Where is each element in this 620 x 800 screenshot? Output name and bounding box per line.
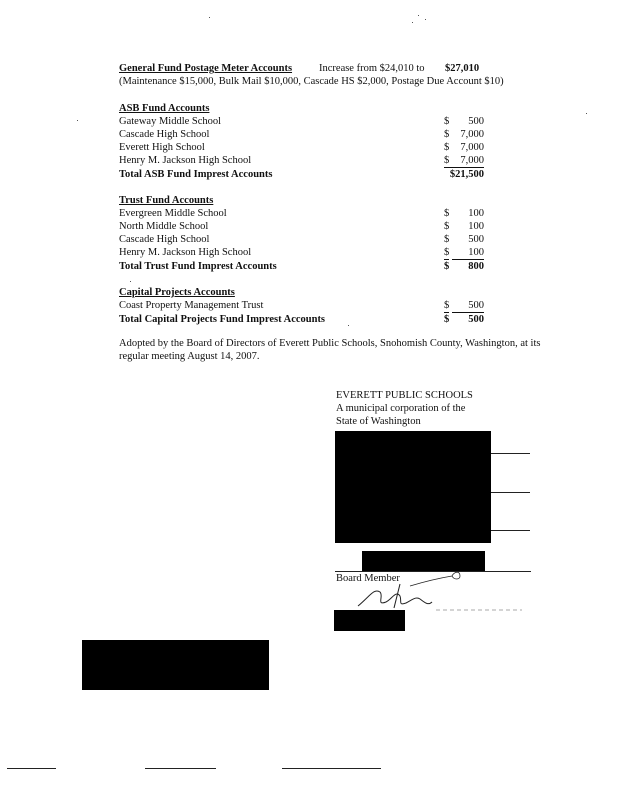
account-amount: 7,000 <box>460 142 484 153</box>
currency-sign: $ <box>444 142 450 153</box>
currency-sign: $ <box>444 208 450 219</box>
currency-sign: $ <box>444 314 450 325</box>
table-row <box>119 246 484 259</box>
table-row <box>119 128 484 141</box>
account-amount: 100 <box>468 208 484 219</box>
total-row <box>119 168 484 181</box>
footer-line <box>7 768 56 769</box>
account-name: Henry M. Jackson High School <box>119 155 252 166</box>
account-name: Everett High School <box>119 142 205 153</box>
redaction-box <box>335 431 491 543</box>
account-name: Coast Property Management Trust <box>119 300 264 311</box>
scan-speck <box>77 120 78 121</box>
postage-detail: (Maintenance $15,000, Bulk Mail $10,000, Cascade HS $2,000, Postage Due Account $10) <box>119 76 504 87</box>
table-row <box>119 207 484 220</box>
signature-scribble <box>340 566 530 616</box>
trust-heading: Trust Fund Accounts <box>119 195 214 206</box>
account-name: Gateway Middle School <box>119 116 222 127</box>
account-name: Cascade High School <box>119 129 210 140</box>
account-name: North Middle School <box>119 221 209 232</box>
currency-sign: $ <box>444 116 450 127</box>
signature-line <box>491 530 530 531</box>
scan-speck <box>425 19 426 20</box>
account-name: Cascade High School <box>119 234 210 245</box>
org-name: EVERETT PUBLIC SCHOOLS <box>336 390 473 401</box>
postage-title: General Fund Postage Meter Accounts <box>119 63 293 74</box>
account-amount: 7,000 <box>446 154 484 168</box>
account-amount: 7,000 <box>460 129 484 140</box>
table-row <box>119 141 484 154</box>
footer-line <box>145 768 216 769</box>
account-amount: 100 <box>452 246 484 260</box>
capital-heading: Capital Projects Accounts <box>119 287 235 298</box>
account-amount: 500 <box>468 234 484 245</box>
account-amount: 500 <box>452 299 484 313</box>
asb-heading: ASB Fund Accounts <box>119 103 210 114</box>
total-row <box>119 260 484 273</box>
total-amount: 800 <box>468 261 484 272</box>
currency-sign: $ <box>444 247 450 258</box>
total-label: Total Trust Fund Imprest Accounts <box>119 261 277 272</box>
account-amount: 500 <box>468 116 484 127</box>
scan-speck <box>586 113 587 114</box>
scan-speck <box>209 17 210 18</box>
total-label: Total Capital Projects Fund Imprest Accounts <box>119 314 326 325</box>
currency-sign: $ <box>444 129 450 140</box>
currency-sign: $ <box>444 234 450 245</box>
postage-increase-text: Increase from $24,010 to <box>319 63 425 74</box>
scan-speck <box>418 15 419 16</box>
table-row <box>119 220 484 233</box>
account-amount: 100 <box>468 221 484 232</box>
total-amount: $21,500 <box>449 169 484 180</box>
total-label: Total ASB Fund Imprest Accounts <box>119 169 273 180</box>
table-row <box>119 115 484 128</box>
postage-amount: $27,010 <box>445 63 480 74</box>
org-line-2: A municipal corporation of the <box>336 403 466 414</box>
account-name: Evergreen Middle School <box>119 208 227 219</box>
total-row <box>119 313 484 326</box>
signature-line <box>491 492 530 493</box>
redaction-box <box>82 640 269 690</box>
adoption-line-1: Adopted by the Board of Directors of Everett Public Schools, Snohomish County, Washington, at its <box>119 338 541 349</box>
account-name: Henry M. Jackson High School <box>119 247 252 258</box>
currency-sign: $ <box>444 221 450 232</box>
currency-sign: $ <box>444 300 450 311</box>
footer-line <box>282 768 381 769</box>
table-row <box>119 233 484 246</box>
org-line-3: State of Washington <box>336 416 421 427</box>
scan-speck <box>412 22 413 23</box>
board-member-label: Board Member <box>336 573 400 584</box>
currency-sign: $ <box>444 155 450 166</box>
scan-speck <box>130 281 131 282</box>
adoption-line-2: regular meeting August 14, 2007. <box>119 351 260 362</box>
currency-sign: $ <box>444 261 450 272</box>
total-amount: 500 <box>468 314 484 325</box>
redaction-box <box>334 610 405 631</box>
signature-line <box>491 453 530 454</box>
table-row <box>119 299 484 312</box>
table-row <box>119 154 484 167</box>
